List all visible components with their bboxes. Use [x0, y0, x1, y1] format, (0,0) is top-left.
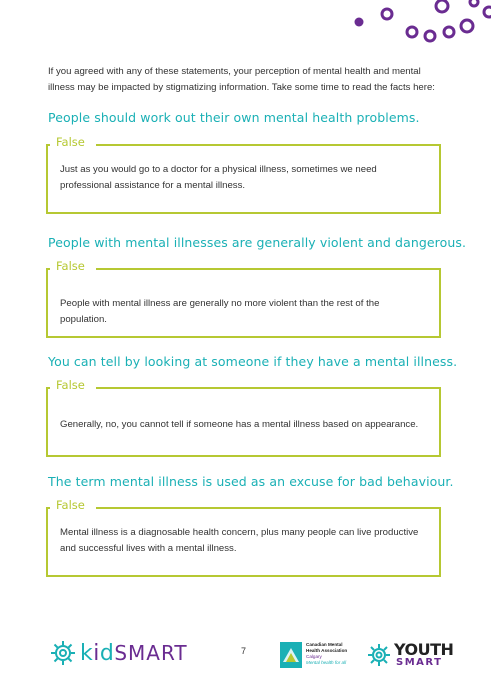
gear-icon [366, 642, 392, 668]
false-label-4: False [56, 498, 85, 512]
fact-text-4: Mental illness is a diagnosable health concern, plus many people can live productive and successful lives with a mental illness. [60, 527, 419, 554]
fact-box-3 [46, 378, 441, 457]
fact-box-4 [46, 498, 441, 577]
decorative-circles [351, 0, 491, 50]
cmha-logo: Canadian Mental Health Association Calgary Mental health for all [280, 640, 360, 670]
myth-statement-1: People should work out their own mental health problems. [48, 110, 420, 125]
fact-box-2 [46, 259, 441, 338]
page-footer [0, 630, 491, 680]
fact-box-1 [46, 135, 441, 214]
myth-statement-4: The term mental illness is used as an excuse for bad behaviour. [48, 474, 454, 489]
myth-statement-2: People with mental illnesses are generally violent and dangerous. [48, 235, 467, 250]
kidsmart-logo [48, 638, 188, 668]
fact-text-2: People with mental illness are generally no more violent than the rest of the population. [60, 298, 380, 325]
gear-icon [48, 638, 78, 668]
cmha-mark-icon [280, 642, 302, 668]
false-label-3: False [56, 378, 85, 392]
fact-text-1: Just as you would go to a doctor for a physical illness, sometimes we need professional assistance for a mental illness. [60, 164, 377, 191]
false-label-2: False [56, 259, 85, 273]
intro-paragraph: If you agreed with any of these statements, your perception of mental health and mental illness may be impacted by stigmatizing information. Take some time to read the facts here: [48, 66, 435, 93]
youth-smart-logo: YOUTH SMART [366, 638, 446, 672]
kidsmart-wordmark: kidSMART [80, 640, 188, 666]
myth-statement-3: You can tell by looking at someone if they have a mental illness. [48, 354, 458, 369]
false-label-1: False [56, 135, 85, 149]
page-number: 7 [241, 646, 247, 656]
fact-text-3: Generally, no, you cannot tell if someone has a mental illness based on appearance. [60, 419, 419, 430]
